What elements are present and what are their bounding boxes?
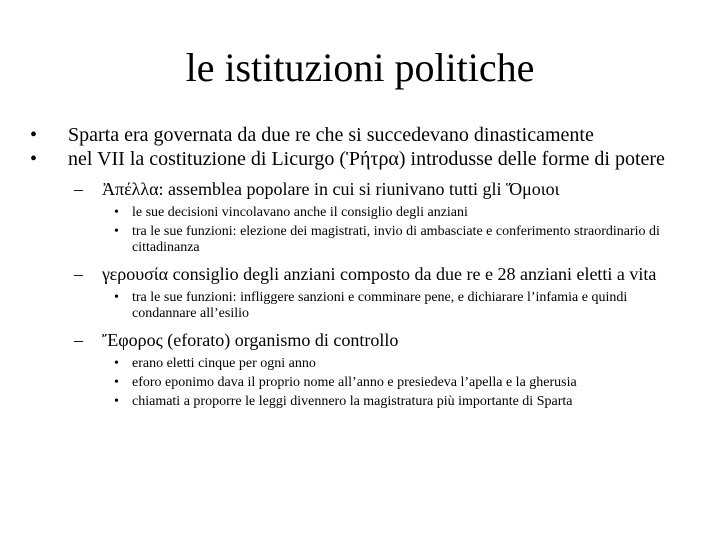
subitem-text: γερουσία consiglio degli anziani composto da due re e 28 anziani eletti a vita <box>102 264 657 284</box>
detail-text: le sue decisioni vincolavano anche il consiglio degli anziani <box>132 205 468 220</box>
detail-text: eforo eponimo dava il proprio nome all’anno e presiedeva l’apella e la gherusia <box>132 375 577 390</box>
bullet-licurgo-constitution <box>30 148 708 171</box>
detail-gerousia-functions <box>114 290 692 322</box>
dash-marker: – <box>74 179 83 199</box>
detail-ephoros-eponymous <box>114 375 692 391</box>
detail-ephoros-elected <box>114 356 692 372</box>
bullet-marker: • <box>114 290 119 305</box>
slide-content <box>0 124 720 410</box>
detail-apella-decisions <box>114 205 692 221</box>
bullet-marker: • <box>114 394 119 409</box>
detail-text: tra le sue funzioni: infliggere sanzioni e comminare pene, e dichiarare l’infamia e quindi condannare all’esilio <box>132 290 628 321</box>
bullet-marker: • <box>114 205 119 220</box>
bullet-sparta-kings <box>30 124 708 147</box>
subitem-gerousia <box>74 264 702 284</box>
bullet-marker: • <box>30 148 38 170</box>
subitem-text: Ἀπέλλα: assemblea popolare in cui si riunivano tutti gli Ὅμοιοι <box>102 179 560 199</box>
dash-marker: – <box>74 330 83 350</box>
slide-title: le istituzioni politiche <box>185 45 535 90</box>
bullet-text: Sparta era governata da due re che si succedevano dinasticamente <box>68 124 594 146</box>
bullet-marker: • <box>114 375 119 390</box>
subitem-ephoros <box>74 330 702 350</box>
detail-ephoros-laws <box>114 394 692 410</box>
bullet-marker: • <box>114 356 119 371</box>
bullet-marker: • <box>114 224 119 239</box>
detail-apella-functions <box>114 224 692 256</box>
subitem-text: Ἔφορος (eforato) organismo di controllo <box>102 330 399 350</box>
detail-text: erano eletti cinque per ogni anno <box>132 356 316 371</box>
detail-text: tra le sue funzioni: elezione dei magistrati, invio di ambasciate e conferimento straordinario di cittadinanza <box>132 224 660 255</box>
bullet-marker: • <box>30 124 38 146</box>
bullet-text: nel VII la costituzione di Licurgo (Ῥήτρα) introdusse delle forme di potere <box>68 148 665 170</box>
detail-text: chiamati a proporre le leggi divennero la magistratura più importante di Sparta <box>132 394 573 409</box>
dash-marker: – <box>74 264 83 284</box>
subitem-apella <box>74 179 702 199</box>
